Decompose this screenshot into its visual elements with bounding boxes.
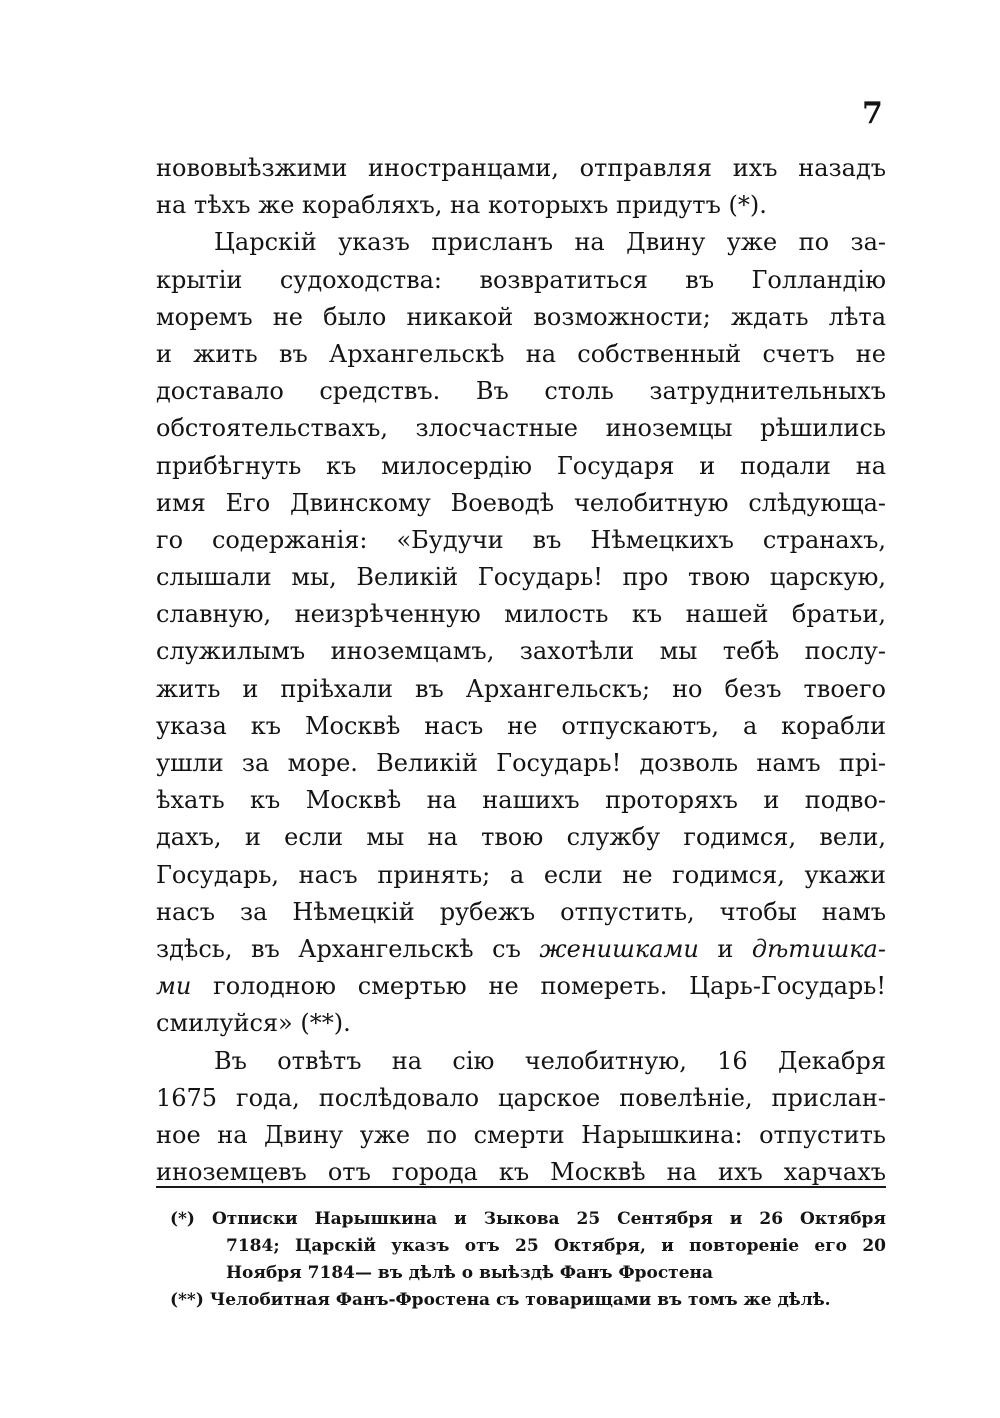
text-line: го содержанія: «Будучи въ Нѣмецкихъ странахъ, — [156, 525, 886, 554]
text-line: прибѣгнуть къ милосердію Государя и подали на — [156, 451, 886, 480]
text-line: Государь, насъ принять; а если не годимся, укажи — [156, 860, 886, 889]
main-text — [156, 150, 886, 1191]
text-line: жить и пріѣхали въ Архангельскъ; но безъ твоего — [156, 674, 886, 703]
text-line: крытіи судоходства: возвратиться въ Голландію — [156, 265, 886, 294]
text-line: смилуйся» (**). — [156, 1009, 351, 1038]
footnote-divider — [156, 1186, 886, 1188]
text-line: ѣхать къ Москвѣ на нашихъ проторяхъ и подво- — [156, 786, 886, 815]
footnote-line: Ноября 7184— въ дѣлѣ о выѣздѣ Фанъ Фростена — [226, 1263, 713, 1283]
text-line: имя Его Двинскому Воеводѣ челобитную слѣдующа- — [156, 488, 886, 517]
text-line: Въ отвѣтъ на сію челобитную, 16 Декабря — [214, 1046, 886, 1075]
text-segment: здѣсь, въ Архангельскѣ съ — [156, 934, 540, 963]
text-line: на тѣхъ же корабляхъ, на которыхъ придутъ (*). — [156, 191, 767, 220]
text-line: славную, неизрѣченную милость къ нашей братьи, — [156, 600, 886, 629]
footnotes — [170, 1206, 886, 1314]
text-line: насъ за Нѣмецкій рубежъ отпустить, чтобы намъ — [156, 897, 886, 926]
text-line: нововыѣзжими иностранцами, отправляя ихъ назадъ — [156, 154, 886, 182]
footnote-line: 7184; Царскій указъ отъ 25 Октября, и повтореніе его 20 — [226, 1236, 886, 1256]
text-line: иноземцевъ отъ города къ Москвѣ на ихъ харчахъ — [156, 1158, 886, 1187]
text-segment: голодною смертью не помереть. Царь-Государь! — [191, 972, 886, 1001]
text-line: моремъ не было никакой возможности; ждать лѣта — [156, 302, 886, 331]
text-line: служилымъ иноземцамъ, захотѣли мы тебѣ послу- — [156, 637, 886, 666]
italic-word: ми — [156, 972, 192, 1001]
text-line: ное на Двину уже по смерти Нарышкина: отпустить — [156, 1120, 886, 1149]
text-line: обстоятельствахъ, злосчастные иноземцы рѣшились — [156, 414, 886, 443]
text-line: Царскій указъ присланъ на Двину уже по за- — [214, 228, 886, 257]
footnote-line: (*) Отписки Нарышкина и Зыкова 25 Сентября и 26 Октября — [170, 1209, 886, 1229]
text-line: 1675 года, послѣдовало царское повелѣніе, прислан- — [156, 1083, 886, 1112]
text-line — [156, 968, 886, 1005]
text-segment: и — [698, 934, 752, 963]
text-line: указа къ Москвѣ насъ не отпускаютъ, а корабли — [156, 711, 886, 740]
text-line: и жить въ Архангельскѣ на собственный счетъ не — [156, 339, 886, 368]
text-line: слышали мы, Великій Государь! про твою царскую, — [156, 563, 886, 592]
footnote-line: (**) Челобитная Фанъ-Фростена съ товарищами въ томъ же дѣлѣ. — [170, 1290, 831, 1310]
text-line: ушли за море. Великій Государь! дозволь намъ прі- — [156, 749, 886, 777]
text-line — [156, 931, 886, 968]
italic-word: женишками — [539, 934, 699, 963]
page-number: 7 — [862, 96, 883, 131]
text-line: дахъ, и если мы на твою службу годимся, вели, — [156, 823, 886, 852]
italic-word: дѣтишка- — [751, 934, 886, 963]
text-line: доставало средствъ. Въ столь затруднительныхъ — [156, 377, 886, 406]
